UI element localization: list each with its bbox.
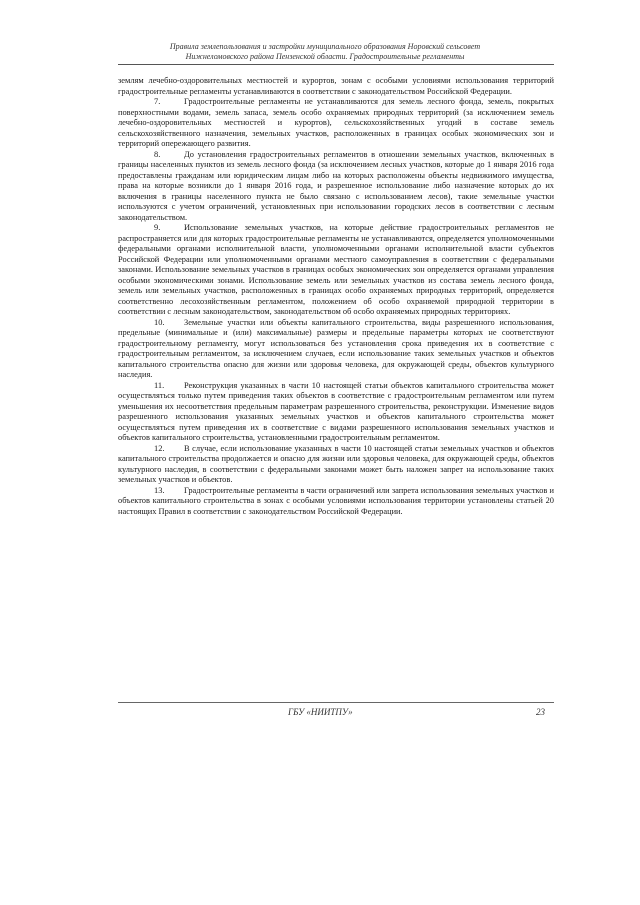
page-number: 23 (536, 707, 545, 717)
paragraph-text: землям лечебно-оздоровительных местностей и курортов, зонам с особыми условиями использования территорий градостроительные регламенты устанавливаются в соответствии с законодательством Российской Федерации. (118, 76, 554, 96)
paragraph-text: Использование земельных участков, на которые действие градостроительных регламентов не распространяется или для которых градостроительные регламенты не устанавливаются, определяется уполномоченными федеральными органами исполнительной власти, уполномоченными органами исполнительной власти субъектов Российской Федерации или уполномоченными органами местного самоуправления в соответствии с федеральными законами. Использование земельных участков в границах особых экономических зон определяется органами управления особыми экономическими зонами. Использование земель или земельных участков из состава земель лесного фонда, земель или земельных участков, расположенных в границах особо охраняемых природных территорий, определяется соответственно лесохозяйственным регламентом, положением об особо охраняемой природной территории в соответствии с лесным законодательством, законодательством об особо охраняемых природных территориях. (118, 223, 554, 316)
paragraph-number: 13. (154, 485, 165, 495)
paragraph-7 (118, 97, 554, 150)
paragraph-13 (118, 486, 554, 518)
paragraph-text: Реконструкция указанных в части 10 настоящей статьи объектов капитального строительства может осуществляться только путем приведения таких объектов в соответствие с градостроительным регламентом или путем уменьшения их несоответствия предельным параметрам разрешенного строительства, реконструкции. Изменение видов разрешенного использования указанных земельных участков и объектов капитального строительства может осуществляться путем приведения их в соответствие с видами разрешенного использования земельных участков и объектов капитального строительства, установленными градостроительным регламентом. (118, 380, 554, 442)
running-header (120, 42, 530, 62)
footer-organization: ГБУ «НИИТПУ» (288, 707, 353, 717)
header-line-1: Правила землепользования и застройки муниципального образования Норовский сельсовет (169, 42, 481, 51)
paragraph-text: До установления градостроительных регламентов в отношении земельных участков, включенных в границы населенных пунктов из земель лесного фонда (за исключением лесных участков, которые до 1 января 2016 года предоставлены гражданам или юридическим лицам либо на которых расположены объекты недвижимого имущества, права на которые возникли до 1 января 2016 года, и разрешенное использование либо назначение которых до их включения в границы населенного пункта не было связано с использованием лесов), такие земельные участки используются с учетом ограничений, установленных при использовании городских лесов в соответствии с лесным законодательством. (118, 149, 554, 222)
footer-divider (118, 702, 554, 703)
header-divider (118, 64, 554, 65)
paragraph-number: 10. (154, 317, 165, 327)
paragraph-number: 12. (154, 443, 165, 453)
paragraph-continuation (118, 76, 554, 97)
paragraph-text: Земельные участки или объекты капитального строительства, виды разрешенного использования, предельные (минимальные и (или) максимальные) размеры и предельные параметры которых не соответствуют градостроительному регламенту, могут использоваться без установления срока приведения их в соответствие с градостроительным регламентом, за исключением случаев, если использование таких земельных участков и объектов капитального строительства опасно для жизни или здоровья человека, для окружающей среды, объектов культурного наследия. (118, 317, 554, 379)
paragraph-number: 8. (154, 149, 161, 159)
header-line-2: Нижнеломовского района Пензенской области. Градостроительные регламенты (185, 52, 465, 61)
document-body (118, 76, 554, 517)
paragraph-11 (118, 381, 554, 444)
paragraph-number: 11. (154, 380, 165, 390)
paragraph-number: 7. (154, 97, 161, 106)
paragraph-8 (118, 150, 554, 224)
paragraph-9 (118, 223, 554, 318)
paragraph-text: Градостроительные регламенты в части ограничений или запрета использования земельных участков и объектов капитального строительства в зонах с особыми условиями использования территории установлены статьей 20 настоящих Правил в соответствии с законодательством Российской Федерации. (118, 485, 554, 516)
paragraph-12 (118, 444, 554, 486)
paragraph-text: Градостроительные регламенты не устанавливаются для земель лесного фонда, земель, покрытых поверхностными водами, земель запаса, земель особо охраняемых природных территорий (за исключением земель лечебно-оздоровительных местностей и курортов), сельскохозяйственных угодий в составе земель сельскохозяйственного назначения, земельных участков, расположенных в границах особых экономических зон и территорий опережающего развития. (118, 97, 554, 148)
paragraph-10 (118, 318, 554, 381)
paragraph-number: 9. (154, 223, 161, 232)
paragraph-text: В случае, если использование указанных в части 10 настоящей статьи земельных участков и объектов капитального строительства продолжается и опасно для жизни или здоровья человека, для окружающей среды, объектов культурного наследия, в соответствии с федеральными законами может быть наложен запрет на использование таких земельных участков и объектов. (118, 443, 554, 484)
